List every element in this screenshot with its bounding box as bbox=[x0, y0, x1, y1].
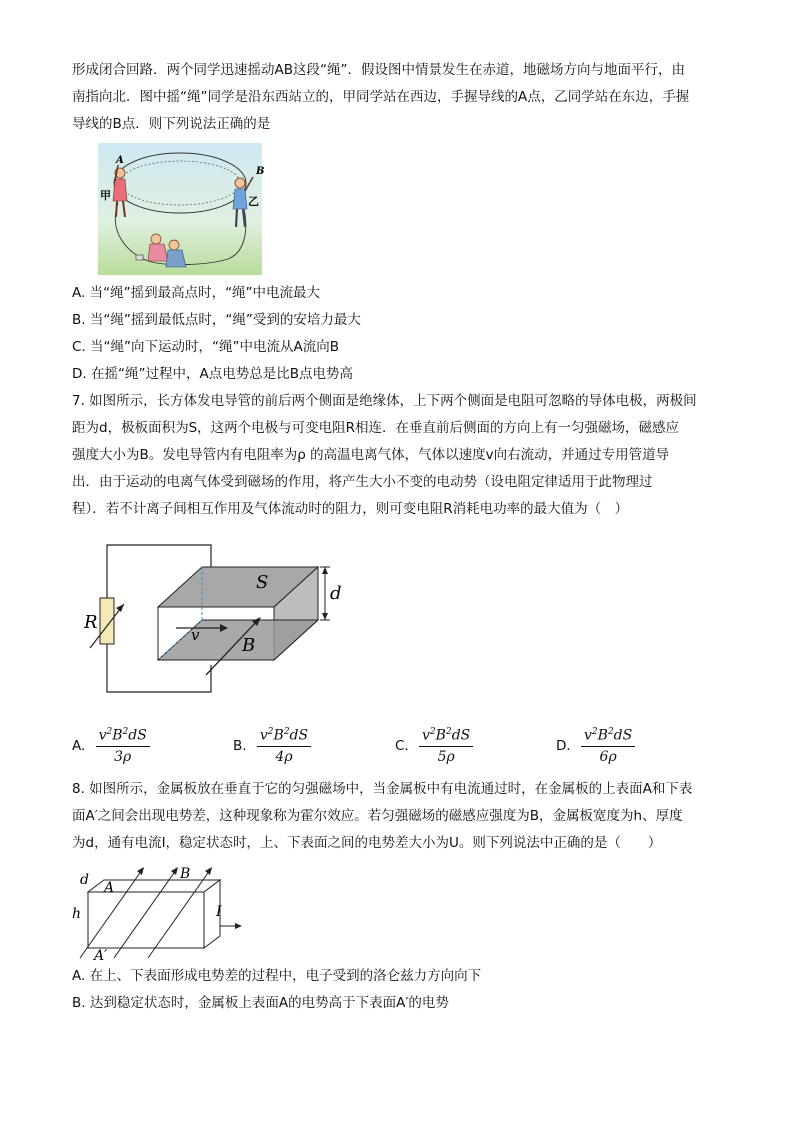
fig2-label-r: R bbox=[84, 612, 98, 633]
fig2-label-b: B bbox=[242, 635, 256, 656]
q7-option-d-letter: D. bbox=[556, 737, 571, 754]
fig3-label-d: d bbox=[80, 872, 89, 888]
q7-option-a-letter: A. bbox=[72, 737, 86, 754]
q7-stem-line-5: 程）．若不计离子间相互作用及气体流动时的阻力，则可变电阻R消耗电功率的最大值为（ ） bbox=[72, 501, 629, 517]
q6-option-b: B. 当“绳”摇到最低点时，“绳”受到的安培力最大 bbox=[72, 312, 361, 328]
q6-stem-line-1: 形成闭合回路．两个同学迅速摇动AB这段“绳”．假设图中情景发生在赤道，地磁场方向与地面平行，由 bbox=[72, 62, 685, 78]
q8-option-a: A. 在上、下表面形成电势差的过程中，电子受到的洛仑兹力方向向下 bbox=[72, 968, 482, 984]
q7-option-a bbox=[72, 727, 150, 765]
q8-stem-line-2: 面A′之间会出现电势差，这种现象称为霍尔效应。若匀强磁场的磁感应强度为B，金属板宽度为h、厚度 bbox=[72, 808, 683, 824]
q7-stem-line-1: 7. 如图所示，长方体发电导管的前后两个侧面是绝缘体，上下两个侧面是电阻可忽略的导体电极，两极间 bbox=[72, 393, 697, 409]
q7-stem-line-3: 强度大小为B。发电导管内有电阻率为ρ 的高温电离气体，气体以速度v向右流动，并通过专用管道导 bbox=[72, 447, 670, 463]
q8-stem-line-3: 为d，通有电流I，稳定状态时，上、下表面之间的电势差大小为U。则下列说法中正确的是（ ） bbox=[72, 835, 662, 851]
fig1-label-a: A bbox=[116, 155, 124, 166]
fig1-label-b: B bbox=[256, 166, 265, 177]
q7-option-c-letter: C. bbox=[395, 737, 409, 754]
q7-option-a-fraction: $\frac{v^2B^2dS}{3\rho}$ bbox=[96, 727, 150, 765]
fig2-label-d: d bbox=[330, 583, 342, 604]
q6-stem-line-2: 南指向北．图中摇“绳”同学是沿东西站立的，甲同学站在西边，手握导线的A点，乙同学站在东边，手握 bbox=[72, 89, 690, 105]
q7-option-d-fraction: $\frac{v^2B^2dS}{6\rho}$ bbox=[581, 727, 635, 765]
q7-stem-line-4: 出．由于运动的电离气体受到磁场的作用，将产生大小不变的电动势（设电阻定律适用于此物理过 bbox=[72, 474, 653, 490]
fig1-label-jia: 甲 bbox=[100, 189, 111, 202]
q6-option-c: C. 当“绳”向下运动时，“绳”中电流从A流向B bbox=[72, 339, 339, 355]
q7-option-b-fraction: $\frac{v^2B^2dS}{4\rho}$ bbox=[257, 727, 311, 765]
fig3-label-b: B bbox=[180, 866, 191, 882]
fig3-label-i: I bbox=[216, 904, 222, 920]
q6-stem-line-3: 导线的B点．则下列说法正确的是 bbox=[72, 116, 271, 132]
q7-option-c-fraction: $\frac{v^2B^2dS}{5\rho}$ bbox=[419, 727, 473, 765]
q8-stem-line-1: 8. 如图所示，金属板放在垂直于它的匀强磁场中，当金属板中有电流通过时，在金属板的上表面A和下表 bbox=[72, 781, 693, 797]
q8-option-b: B. 达到稳定状态时，金属板上表面A的电势高于下表面A′的电势 bbox=[72, 995, 449, 1011]
fig3-label-a-prime: A′ bbox=[94, 948, 108, 964]
q6-option-a: A. 当“绳”摇到最高点时，“绳”中电流最大 bbox=[72, 285, 321, 301]
plate-front-face bbox=[88, 892, 204, 948]
variable-resistor bbox=[100, 598, 114, 644]
fig2-label-v: v bbox=[191, 626, 200, 644]
fig2-label-s: S bbox=[256, 572, 269, 593]
fig1-label-yi: 乙 bbox=[248, 195, 259, 208]
mhd-generator-diagram bbox=[78, 540, 368, 700]
q7-option-d bbox=[556, 727, 635, 765]
q7-option-c bbox=[395, 727, 473, 765]
fig3-label-a: A bbox=[104, 880, 115, 896]
fig3-label-h: h bbox=[72, 906, 82, 922]
q6-option-d: D. 在摇“绳”过程中，A点电势总是比B点电势高 bbox=[72, 366, 353, 382]
hall-effect-diagram bbox=[70, 862, 250, 962]
rope-swing-illustration bbox=[98, 143, 265, 275]
q7-option-b bbox=[233, 727, 311, 765]
q7-option-b-letter: B. bbox=[233, 737, 247, 754]
q7-stem-line-2: 距为d，极板面积为S，这两个电极与可变电阻R相连．在垂直前后侧面的方向上有一匀强磁场，磁感应 bbox=[72, 420, 680, 436]
